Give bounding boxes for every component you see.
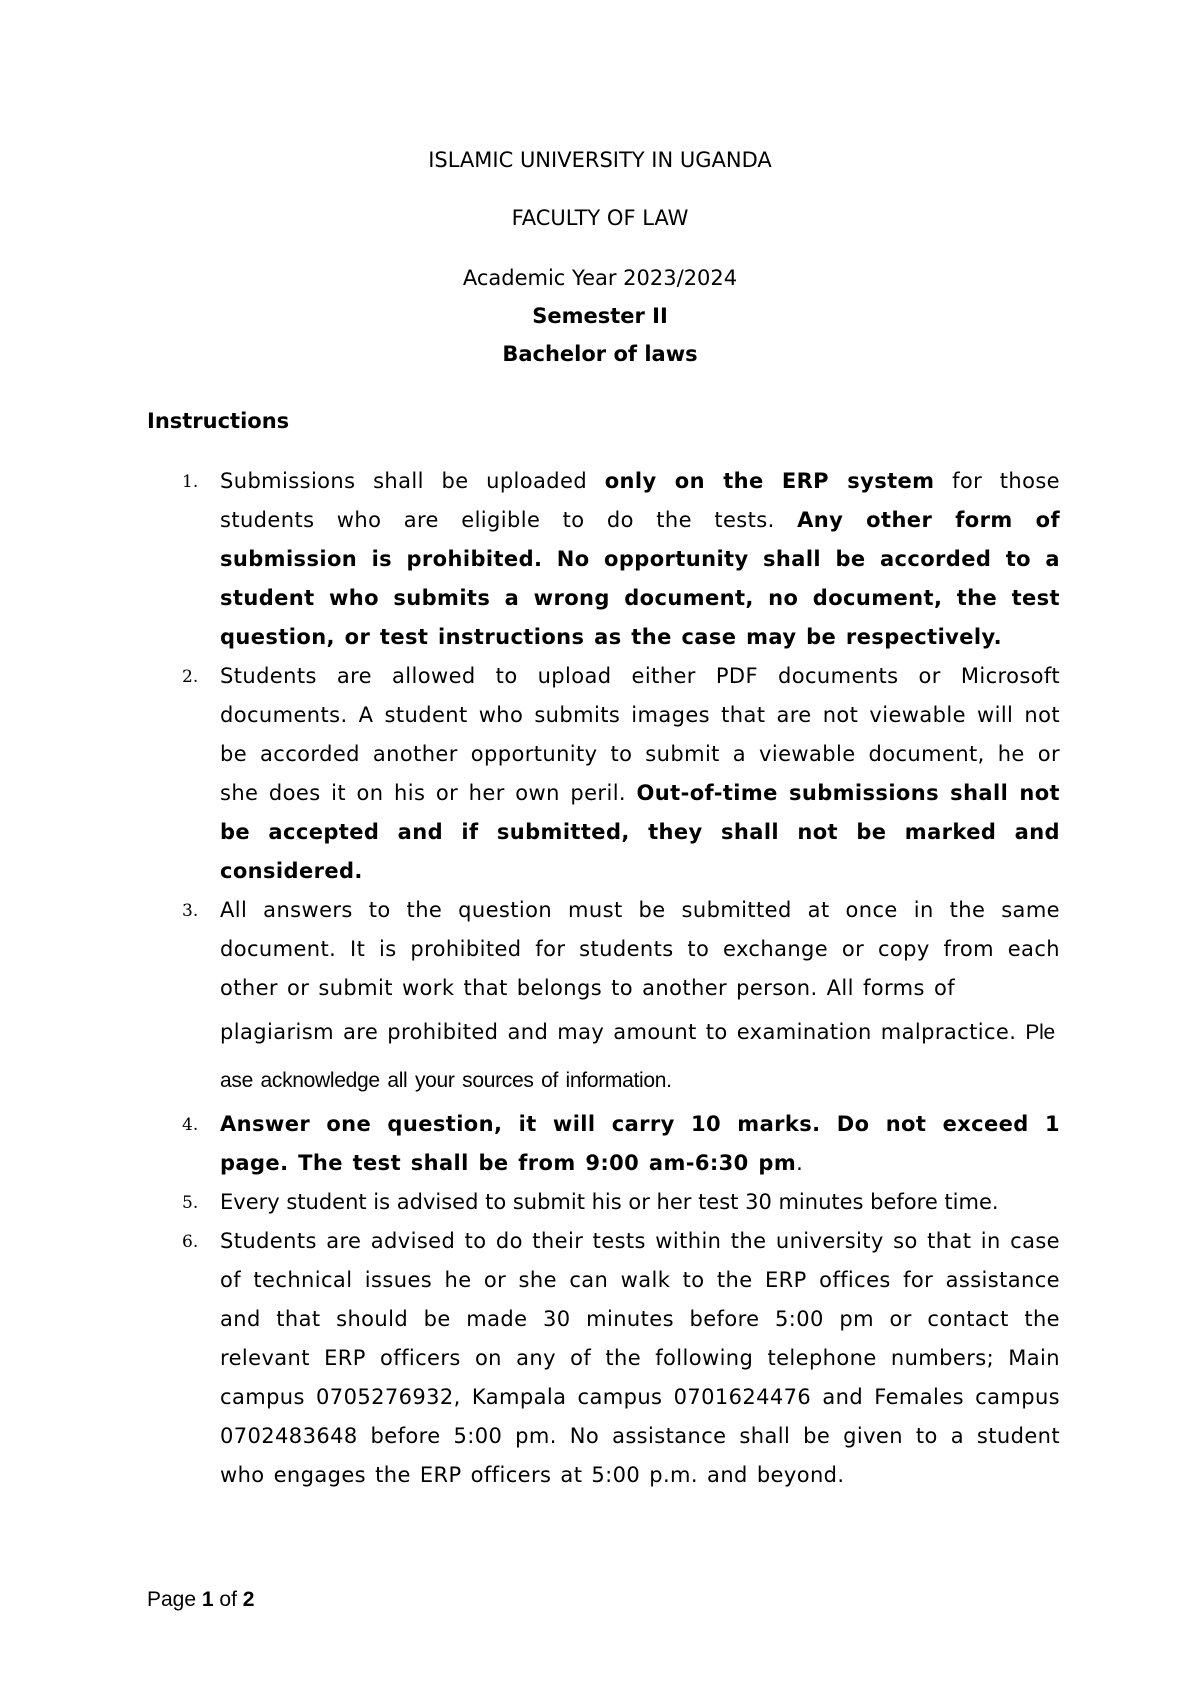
- instruction-text: Students are allowed to upload either PDF documents or Microsoft documents. A student who submits images that are not viewable will not be accorded another opportunity to submit a viewable document, he or she does it on his or her own peril. Out-of-time submissions shall not be accepted and if submitted, they shall not be marked and considered.: [220, 664, 1060, 883]
- instruction-text: Answer one question, it will carry 10 marks. Do not exceed 1 page. The test shall be from 9:00 am-6:30 pm.: [220, 1112, 1060, 1175]
- list-number: 5.: [182, 1193, 199, 1213]
- instruction-item-4: [0, 1105, 1200, 1183]
- list-number: 6.: [182, 1232, 199, 1252]
- total-page-number: 2: [242, 1588, 255, 1611]
- faculty-name: FACULTY OF LAW: [511, 206, 689, 230]
- instruction-text: Every student is advised to submit his or her test 30 minutes before time.: [220, 1190, 999, 1214]
- list-number: 4.: [182, 1115, 199, 1135]
- academic-year: Academic Year 2023/2024: [462, 266, 738, 290]
- instruction-item-2: [0, 657, 1200, 891]
- page-footer: Page 1 of 2: [147, 1588, 255, 1611]
- instruction-item-5: [0, 1183, 1200, 1222]
- list-number: 1.: [182, 472, 199, 492]
- instruction-item-1: [0, 462, 1200, 657]
- list-number: 3.: [182, 901, 199, 921]
- instruction-text: Submissions shall be uploaded only on the ERP system for those students who are eligible to do the tests. Any other form of submission is prohibited. No opportunity shall be accorded to a student who submits a wrong document, no document, the test question, or test instructions as the case may be respectively.: [220, 469, 1060, 649]
- instruction-text: Students are advised to do their tests within the university so that in case of technical issues he or she can walk to the ERP offices for assistance and that should be made 30 minutes before 5:00 pm or contact the relevant ERP officers on any of the following telephone numbers; Main campus 0705276932, Kampala campus 0701624476 and Females campus 0702483648 before 5:00 pm. No assistance shall be given to a student who engages the ERP officers at 5:00 p.m. and beyond.: [220, 1229, 1060, 1487]
- instruction-text: All answers to the question must be submitted at once in the same document. It is prohibited for students to exchange or copy from each other or submit work that belongs to another person. All forms of plagiarism are prohibited and may amount to examination malpractice. Ple ase acknowledge all your sources of information.: [220, 898, 1060, 1092]
- university-name: ISLAMIC UNIVERSITY IN UGANDA: [428, 148, 772, 172]
- current-page-number: 1: [201, 1588, 214, 1611]
- instruction-item-6: [0, 1222, 1200, 1495]
- semester: Semester II: [532, 304, 668, 328]
- instructions-list: [0, 462, 1200, 1495]
- programme: Bachelor of laws: [502, 342, 698, 366]
- instructions-heading: Instructions: [147, 409, 290, 433]
- list-number: 2.: [182, 667, 199, 687]
- instruction-item-3: [0, 891, 1200, 1105]
